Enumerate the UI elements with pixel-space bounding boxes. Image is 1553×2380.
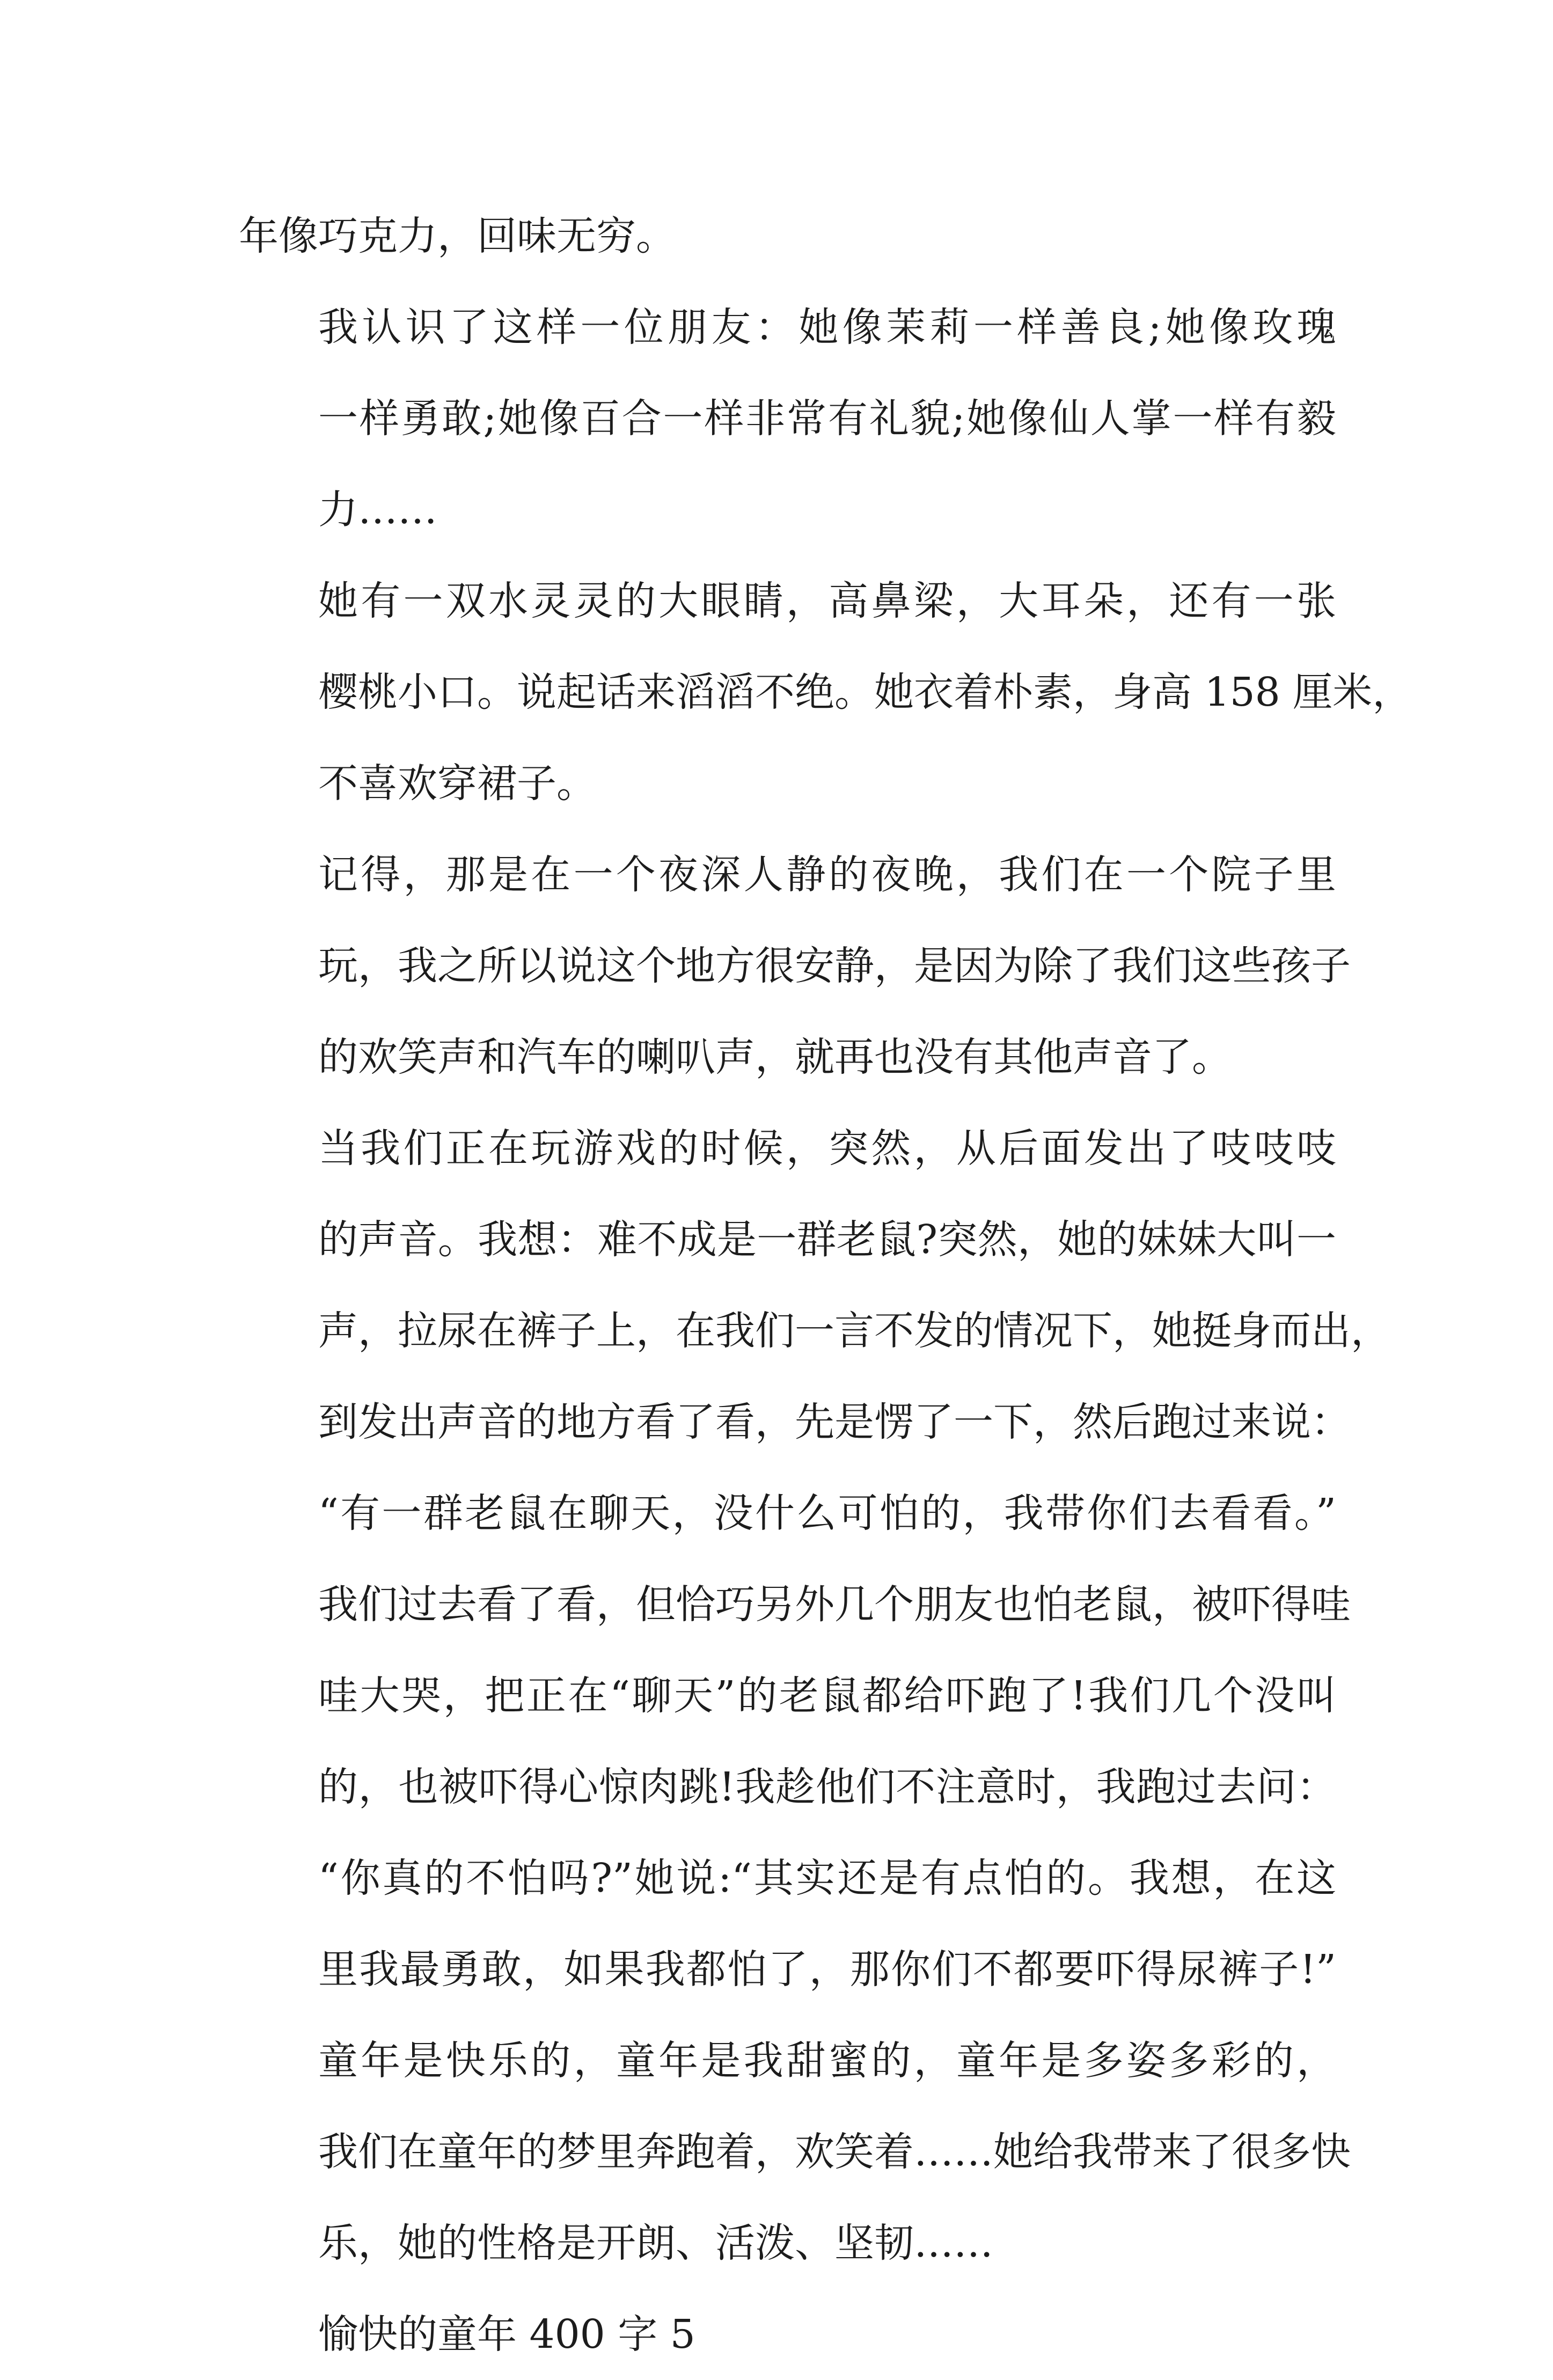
text-line: 年像巧克力，回味无穷。 [239, 213, 676, 259]
paragraph-appearance [239, 555, 1412, 829]
text-line: 她有一双水灵灵的大眼睛，高鼻梁，大耳朵，还有一张 [318, 578, 1336, 624]
document-body [239, 191, 1412, 2380]
text-line: 记得，那是在一个夜深人静的夜晚，我们在一个院子里 [318, 852, 1336, 898]
text-line: 乐，她的性格是开朗、活泼、坚韧…… [318, 2220, 993, 2266]
text-line: 里我最勇敢，如果我都怕了，那你们不都要吓得尿裤子!” [318, 1946, 1336, 1993]
text-line: 的声音。我想：难不成是一群老鼠?突然，她的妹妹大叫一 [318, 1217, 1336, 1263]
text-line: 哇大哭，把正在“聊天”的老鼠都给吓跑了!我们几个没叫 [318, 1673, 1336, 1719]
text-line: 我们在童年的梦里奔跑着，欢笑着……她给我带来了很多快 [318, 2129, 1351, 2175]
paragraph-night-yard [239, 829, 1351, 1103]
text-line: 我们过去看了看，但恰巧另外几个朋友也怕老鼠，被吓得哇 [318, 1581, 1351, 1628]
paragraph-childhood-summary [239, 2015, 1351, 2289]
text-line: “你真的不怕吗?”她说:“其实还是有点怕的。我想，在这 [318, 1855, 1336, 1901]
text-line: 当我们正在玩游戏的时候，突然，从后面发出了吱吱吱 [318, 1125, 1336, 1171]
text-line: 童年是快乐的，童年是我甜蜜的，童年是多姿多彩的， [318, 2038, 1336, 2084]
section-heading [239, 2289, 1336, 2380]
text-line: 声，拉尿在裤子上，在我们一言不发的情况下，她挺身而出， [318, 1308, 1390, 1354]
text-line: 玩，我之所以说这个地方很安静，是因为除了我们这些孩子 [318, 943, 1351, 989]
text-line: 樱桃小口。说起话来滔滔不绝。她衣着朴素，身高 158 厘米， [318, 669, 1412, 715]
paragraph-friend-intro [239, 282, 1336, 555]
text-line: 的，也被吓得心惊肉跳!我趁他们不注意时，我跑过去问： [318, 1764, 1336, 1810]
text-line: 力…… [318, 487, 437, 533]
text-line: 的欢笑声和汽车的喇叭声，就再也没有其他声音了。 [318, 1034, 1232, 1080]
text-line: 不喜欢穿裙子。 [318, 760, 596, 807]
paragraph-mouse-story [239, 1103, 1390, 2015]
text-line: 我认识了这样一位朋友：她像茉莉一样善良;她像玫瑰 [318, 304, 1336, 350]
text-line: 愉快的童年 400 字 5 [318, 2311, 695, 2357]
text-line: 到发出声音的地方看了看，先是愣了一下，然后跑过来说： [318, 1399, 1351, 1445]
text-line: “有一群老鼠在聊天，没什么可怕的，我带你们去看看。” [318, 1490, 1336, 1536]
text-line: 一样勇敢;她像百合一样非常有礼貌;她像仙人掌一样有毅 [318, 396, 1336, 442]
paragraph-fragment [239, 191, 1336, 282]
